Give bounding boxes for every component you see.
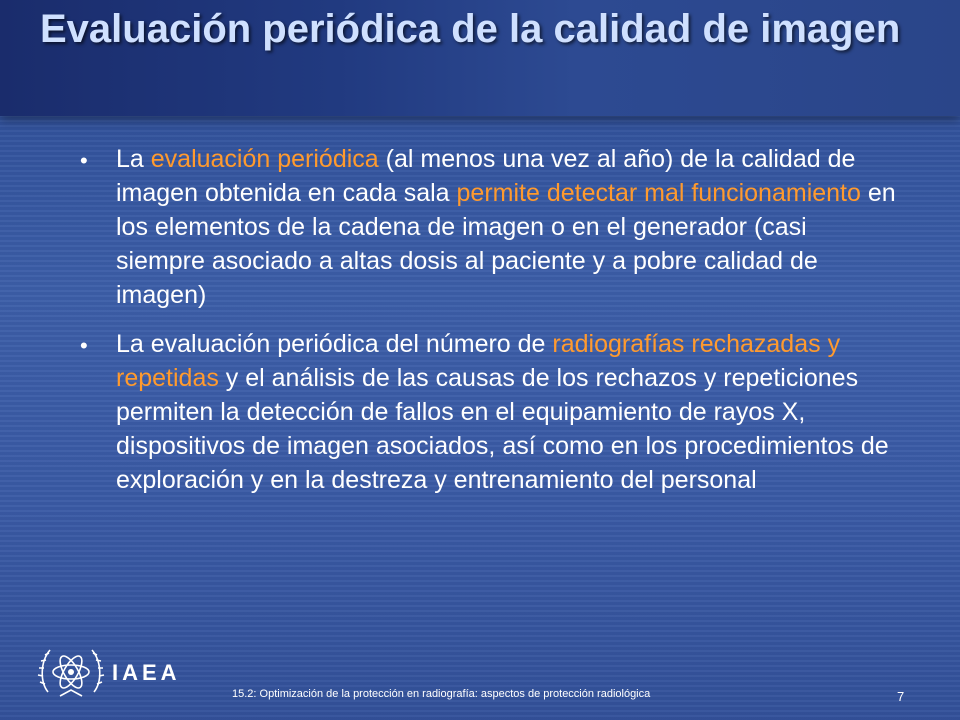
body-text: y el análisis de las causas de los rechazos y repeticiones permiten la detección de fallos en el equipamiento de rayos X, dispositivos de imagen asociados, así como en los procedimientos de exploración y en la destreza y entrenamiento del personal [116, 364, 889, 494]
bullet-dot-icon: • [80, 333, 88, 358]
highlighted-text: evaluación periódica [150, 145, 379, 173]
bullet-item [70, 327, 900, 497]
page-number: 7 [897, 689, 905, 704]
body-text: (al menos una vez al año) de la calidad de imagen obtenida en cada sala [116, 145, 856, 207]
bullet-item [70, 142, 900, 312]
body-text: La [116, 145, 151, 173]
footer-caption: 15.2: Optimización de la protección en radiografía: aspectos de protección radiológica [232, 688, 651, 700]
highlighted-text: permite detectar mal funcionamiento [456, 179, 861, 207]
iaea-atom-laurel-icon [36, 640, 106, 704]
bullet-text [116, 330, 889, 494]
organization-name: IAEA [112, 660, 181, 685]
body-text: La evaluación periódica del número de [116, 330, 553, 358]
highlighted-text: radiografías rechazadas y repetidas [116, 330, 841, 392]
bullet-list [70, 142, 900, 512]
bullet-text [116, 145, 896, 309]
bullet-dot-icon: • [80, 148, 88, 173]
slide-title: Evaluación periódica de la calidad de imagen [40, 7, 901, 51]
body-text: en los elementos de la cadena de imagen o en el generador (casi siempre asociado a altas dosis al paciente y a pobre calidad de imagen) [116, 179, 896, 309]
